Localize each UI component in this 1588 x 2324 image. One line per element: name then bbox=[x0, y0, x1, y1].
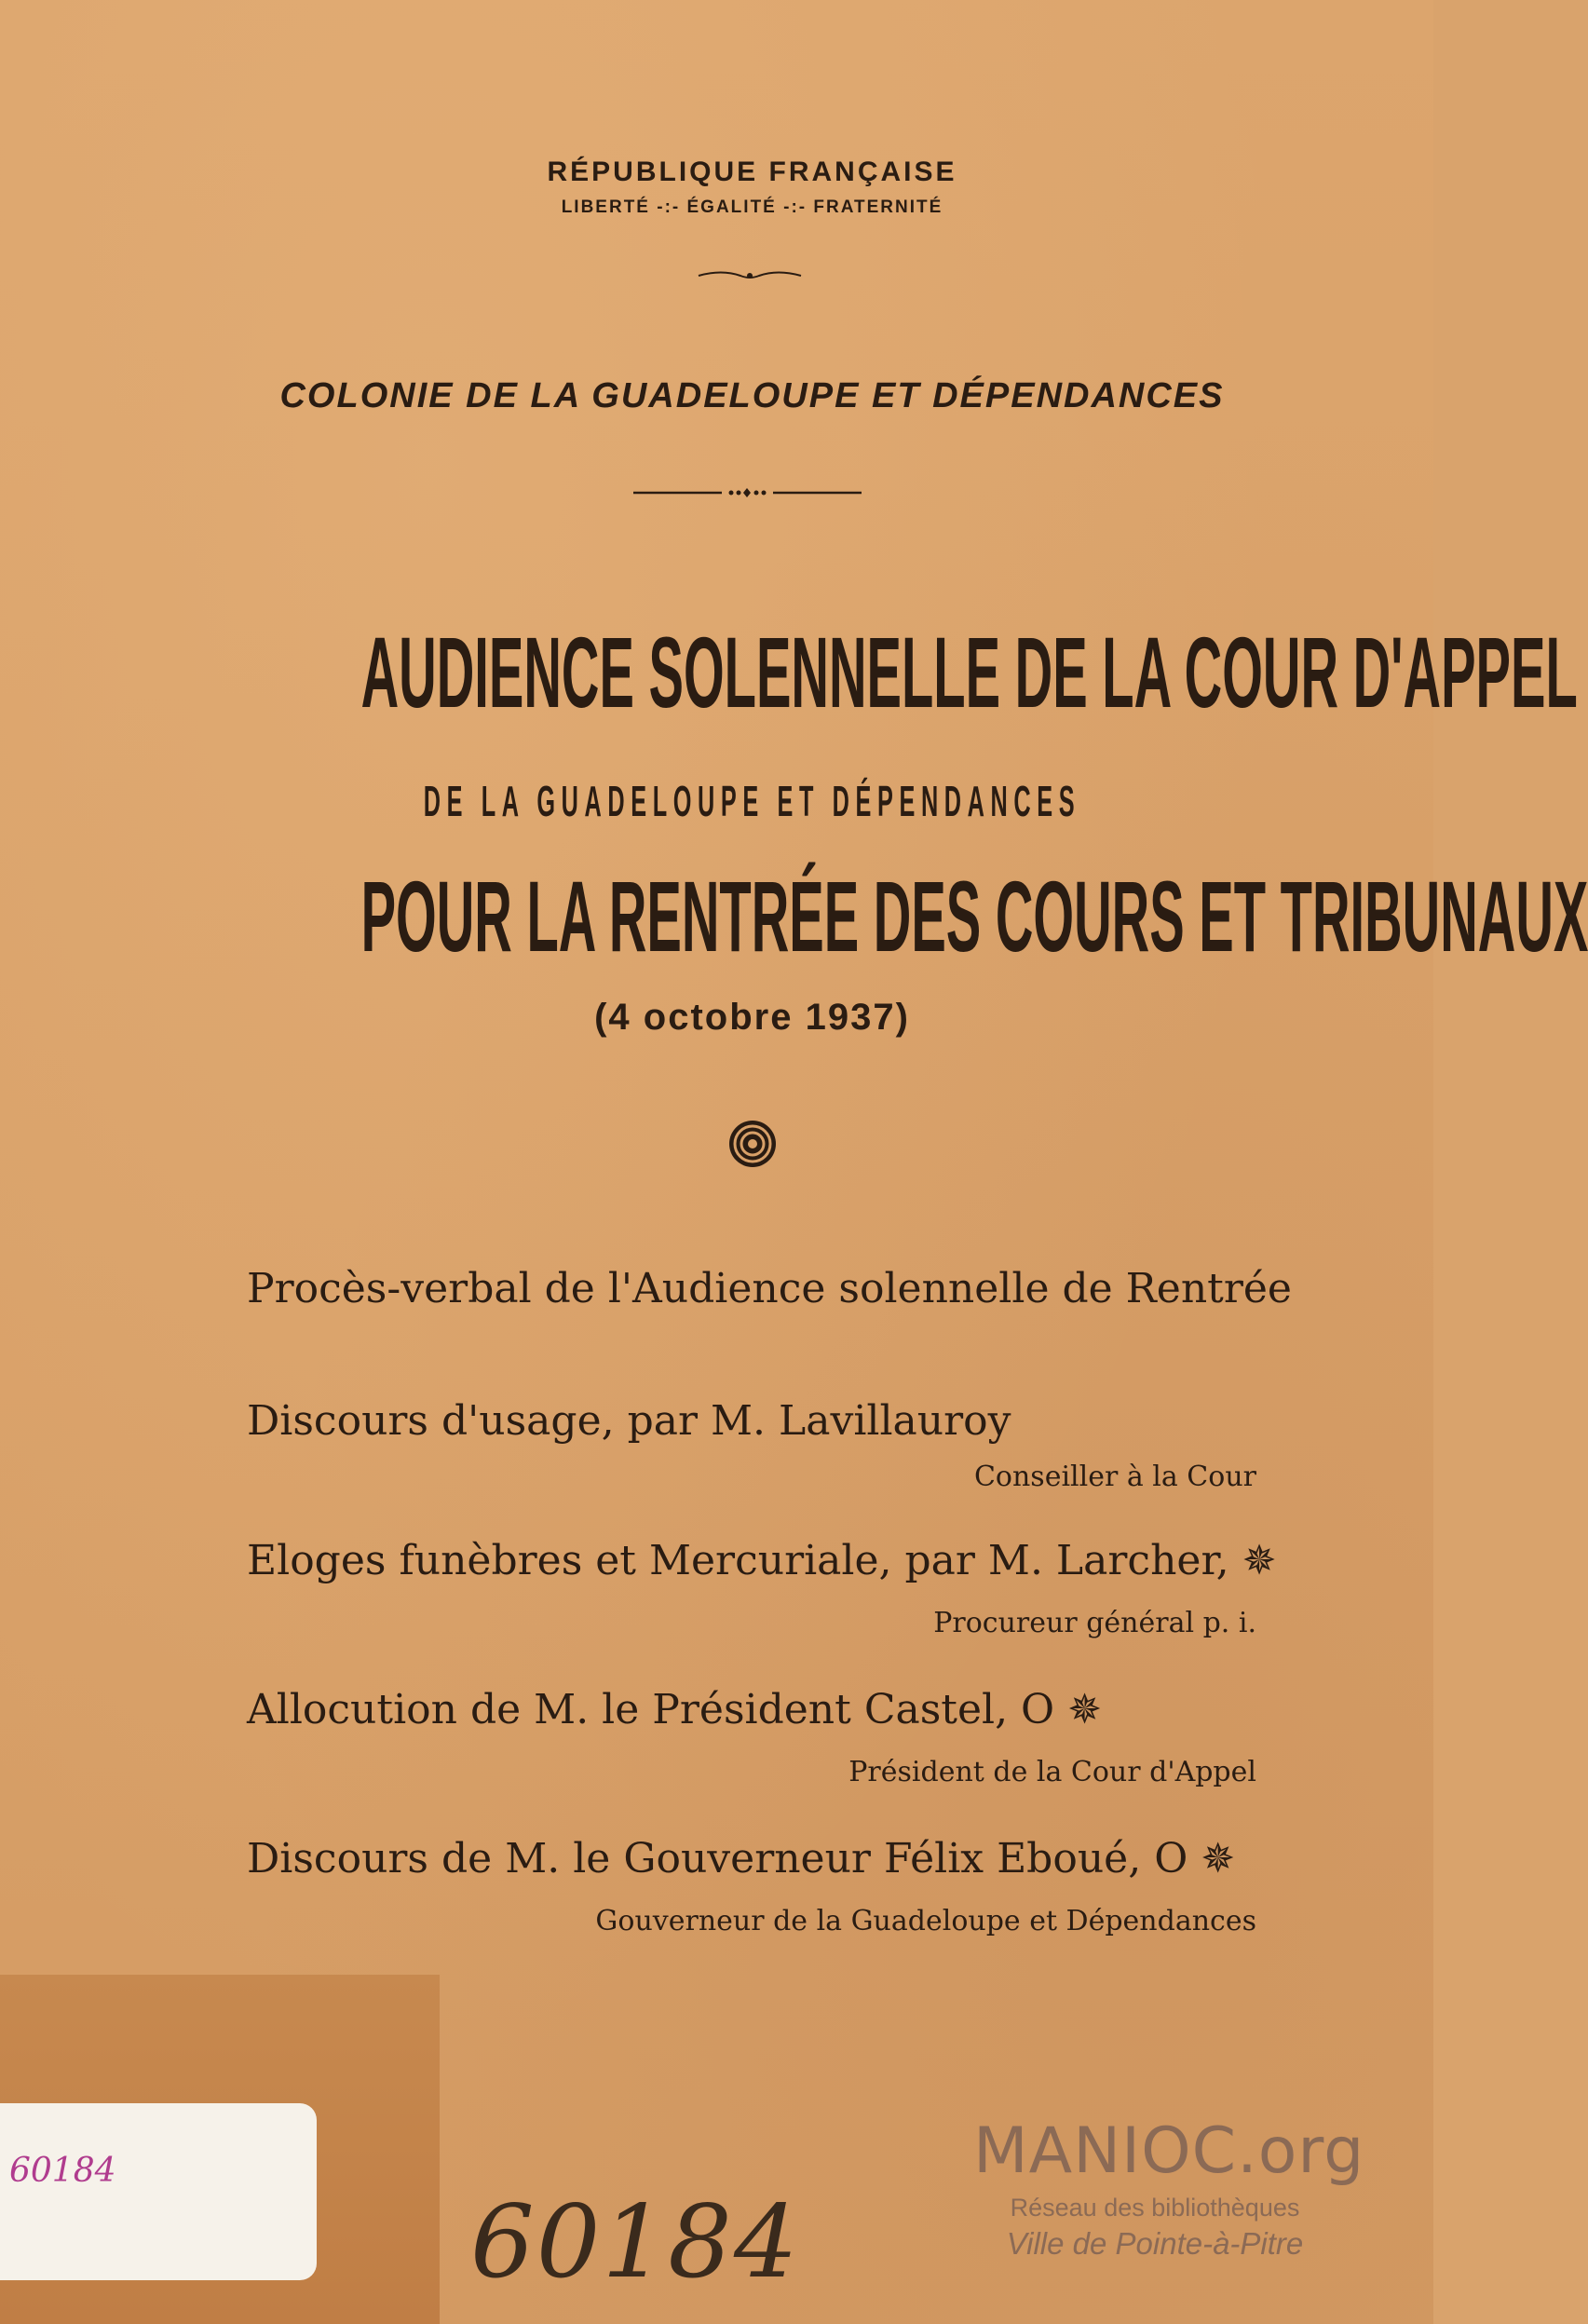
header-devise: LIBERTÉ -:- ÉGALITÉ -:- FRATERNITÉ bbox=[561, 197, 943, 217]
ornament-divider-top bbox=[694, 265, 806, 286]
contents-item: Allocution de M. le Président Castel, O ✵ bbox=[247, 1686, 1102, 1733]
label-number: 60184 bbox=[9, 2152, 116, 2190]
handwritten-number: 60184 bbox=[470, 2184, 800, 2301]
contents-item-role: Président de la Cour d'Appel bbox=[848, 1756, 1256, 1788]
ornament-divider-middle bbox=[633, 484, 862, 501]
manioc-logo: MANIOC.org bbox=[973, 2114, 1365, 2188]
main-title-line1: AUDIENCE SOLENNELLE DE LA COUR D'APPEL bbox=[360, 616, 1578, 728]
event-date: (4 octobre 1937) bbox=[594, 997, 910, 1038]
contents-item-role: Procureur général p. i. bbox=[933, 1607, 1256, 1639]
contents-item: Procès-verbal de l'Audience solennelle de Rentrée bbox=[247, 1265, 1292, 1312]
contents-item: Eloges funèbres et Mercuriale, par M. Larcher, ✵ bbox=[247, 1537, 1277, 1584]
main-title-line2: DE LA GUADELOUPE ET DÉPENDANCES bbox=[423, 777, 1081, 825]
library-label bbox=[0, 2103, 317, 2280]
manioc-city: Ville de Pointe-à-Pitre bbox=[1006, 2226, 1304, 2261]
contents-item-role: Gouverneur de la Guadeloupe et Dépendances bbox=[595, 1905, 1256, 1937]
contents-item: Discours d'usage, par M. Lavillauroy bbox=[247, 1397, 1011, 1445]
contents-item: Discours de M. le Gouverneur Félix Eboué, O ✵ bbox=[247, 1835, 1236, 1882]
manioc-network: Réseau des bibliothèques bbox=[1010, 2194, 1300, 2222]
header-colonie: COLONIE DE LA GUADELOUPE ET DÉPENDANCES bbox=[279, 376, 1225, 415]
main-title-line3: POUR LA RENTRÉE DES COURS ET TRIBUNAUX bbox=[360, 860, 1588, 972]
rosette-ornament-icon bbox=[726, 1118, 779, 1170]
contents-item-role: Conseiller à la Cour bbox=[973, 1461, 1256, 1493]
header-republique: RÉPUBLIQUE FRANÇAISE bbox=[547, 156, 957, 187]
